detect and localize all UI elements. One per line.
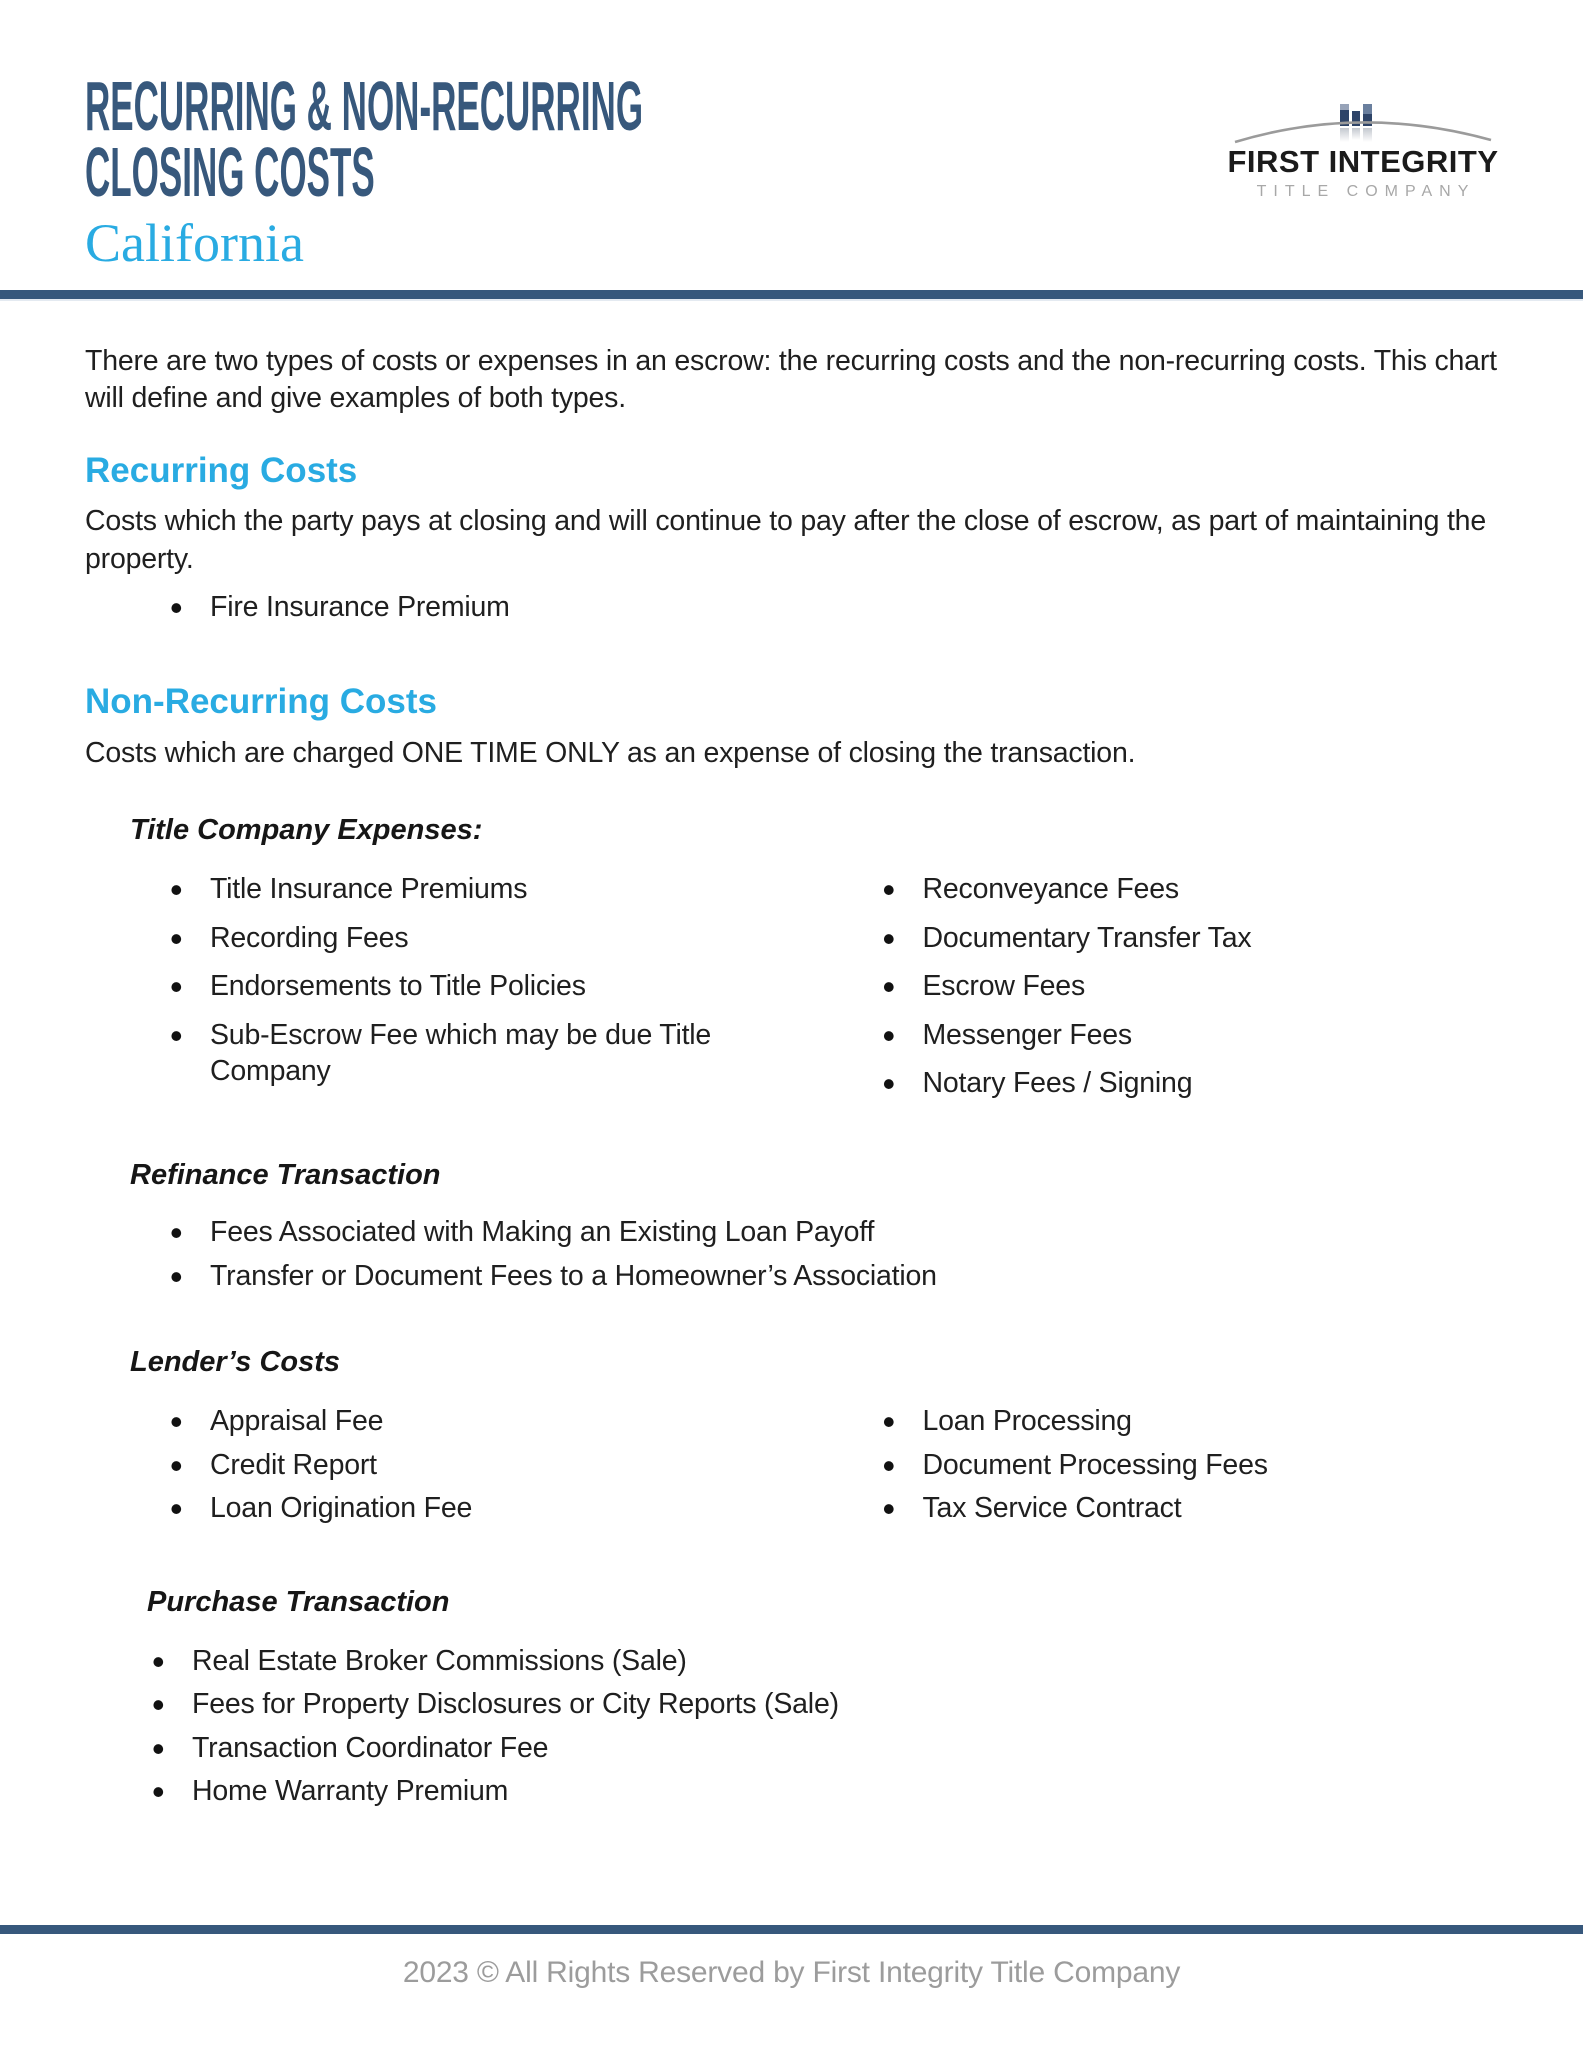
recurring-costs-heading: Recurring Costs [85, 450, 358, 490]
non-recurring-costs-heading: Non-Recurring Costs [85, 682, 437, 721]
list-item: • Fees for Property Disclosures or City Reports (Sale) [150, 1686, 1498, 1722]
list-item: • Credit Report [168, 1447, 792, 1483]
logo-tagline: TITLE COMPANY [1256, 183, 1476, 200]
list-item: • Transaction Coordinator Fee [150, 1730, 1498, 1766]
refinance-transaction-heading: Refinance Transaction [130, 1159, 441, 1192]
list-item: • Fees Associated with Making an Existing Loan Payoff [168, 1214, 1498, 1250]
list-item: • Endorsements to Title Policies [168, 968, 792, 1004]
first-integrity-logo [1223, 78, 1503, 210]
list-item: • Messenger Fees [881, 1017, 1499, 1053]
list-item: • Reconveyance Fees [881, 871, 1499, 907]
purchase-transaction-heading: Purchase Transaction [147, 1585, 450, 1618]
purchase-list [150, 1643, 1498, 1810]
list-item: • Document Processing Fees [881, 1447, 1499, 1483]
header-divider [0, 290, 1583, 301]
list-item: • Home Warranty Premium [150, 1773, 1498, 1809]
refinance-list [168, 1214, 1498, 1294]
list-item: • Real Estate Broker Commissions (Sale) [150, 1643, 1498, 1679]
list-item: • Loan Origination Fee [168, 1490, 792, 1526]
list-item: • Tax Service Contract [881, 1490, 1499, 1526]
lenders-left-list [168, 1403, 792, 1533]
title-company-expenses-columns [85, 871, 1498, 1113]
page-title-line2: CLOSING COSTS [85, 132, 375, 211]
recurring-costs-description: Costs which the party pays at closing and will continue to pay after the close of escrow, as part of maintaining the property. [85, 505, 1486, 575]
list-item: • Transfer or Document Fees to a Homeowner’s Association [168, 1258, 1498, 1294]
list-item: • Fire Insurance Premium [168, 589, 1498, 625]
list-item: • Title Insurance Premiums [168, 871, 792, 907]
page-subtitle: California [85, 212, 304, 273]
intro-paragraph: There are two types of costs or expenses in an escrow: the recurring costs and the non-recurring costs. This chart will define and give examples of both types. [85, 344, 1497, 415]
list-item: • Notary Fees / Signing [881, 1065, 1499, 1101]
lenders-right-list [881, 1403, 1499, 1533]
title-company-expenses-heading: Title Company Expenses: [130, 814, 483, 847]
page-title [85, 67, 792, 211]
list-item: • Escrow Fees [881, 968, 1499, 1004]
list-item: • Documentary Transfer Tax [881, 920, 1499, 956]
non-recurring-costs-description: Costs which are charged ONE TIME ONLY as an expense of closing the transaction. [85, 736, 1136, 769]
lenders-costs-columns [85, 1403, 1498, 1533]
recurring-costs-list [168, 589, 1498, 625]
page-title-line1: RECURRING & NON-RECURRING [85, 67, 644, 145]
title-company-right-list [881, 871, 1499, 1113]
logo-name: FIRST INTEGRITY [1227, 144, 1499, 179]
list-item: • Loan Processing [881, 1403, 1499, 1439]
list-item: • Sub-Escrow Fee which may be due Title Company [168, 1017, 792, 1090]
list-item: • Appraisal Fee [168, 1403, 792, 1439]
title-company-left-list [168, 871, 792, 1101]
company-logo [1223, 78, 1503, 210]
footer-copyright: 2023 © All Rights Reserved by First Integrity Title Company [402, 1956, 1181, 1989]
lenders-costs-heading: Lender’s Costs [130, 1346, 341, 1379]
footer-divider [0, 1925, 1583, 1934]
list-item: • Recording Fees [168, 920, 792, 956]
